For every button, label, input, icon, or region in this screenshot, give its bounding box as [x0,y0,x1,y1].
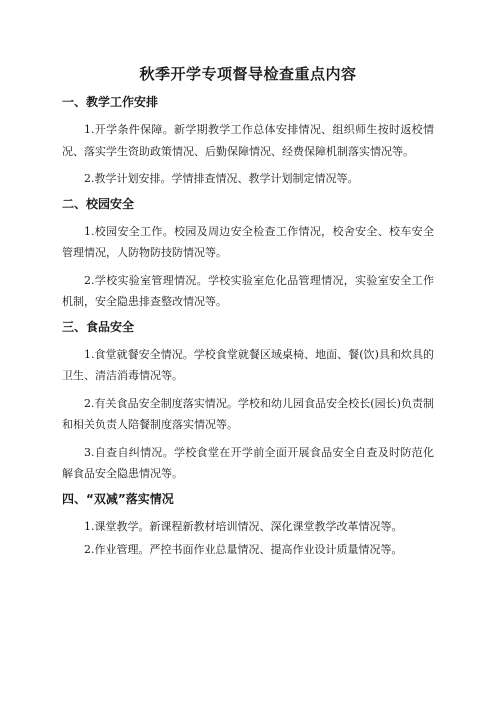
paragraph: 1.开学条件保障。新学期教学工作总体安排情况、组织师生按时返校情况、落实学生资助政策情况、后勤保障情况、经费保障机制落实情况等。 [62,123,434,158]
section-heading: 四、“双减”落实情况 [62,491,174,506]
section-heading: 二、校园安全 [62,196,135,211]
document-title: 秋季开学专项督导检查重点内容 [139,65,357,83]
paragraph: 1.食堂就餐安全情况。学校食堂就餐区域桌椅、地面、餐(饮)具和炊具的卫生、清洁消毒情况等。 [62,347,434,382]
paragraph: 1.校园安全工作。校园及周边安全检查工作情况，校舍安全、校车安全管理情况，人防物防技防情况等。 [62,224,434,259]
paragraph: 2.学校实验室管理情况。学校实验室危化品管理情况，实验室安全工作机制，安全隐患排查整改情况等。 [62,273,434,308]
section-heading: 一、教学工作安排 [62,95,159,109]
section-teaching [62,94,434,190]
paragraph: 1.课堂教学。新课程新教材培训情况、深化课堂教学改革情况等。 [84,519,403,533]
paragraph: 2.教学计划安排。学情排查情况、教学计划制定情况等。 [84,172,359,185]
section-food-safety [62,319,434,485]
paragraph: 3.自查自纠情况。学校食堂在开学前全面开展食品安全自查及时防范化解食品安全隐患情况等。 [62,445,434,480]
paragraph: 2.有关食品安全制度落实情况。学校和幼儿园食品安全校长(园长)负责制和相关负责人陪餐制度落实情况等。 [62,396,434,431]
section-double-reduction [62,491,434,561]
section-campus-safety [62,196,434,313]
paragraph: 2.作业管理。严控书面作业总量情况、提高作业设计质量情况等。 [84,543,403,556]
section-heading: 三、食品安全 [62,319,135,334]
